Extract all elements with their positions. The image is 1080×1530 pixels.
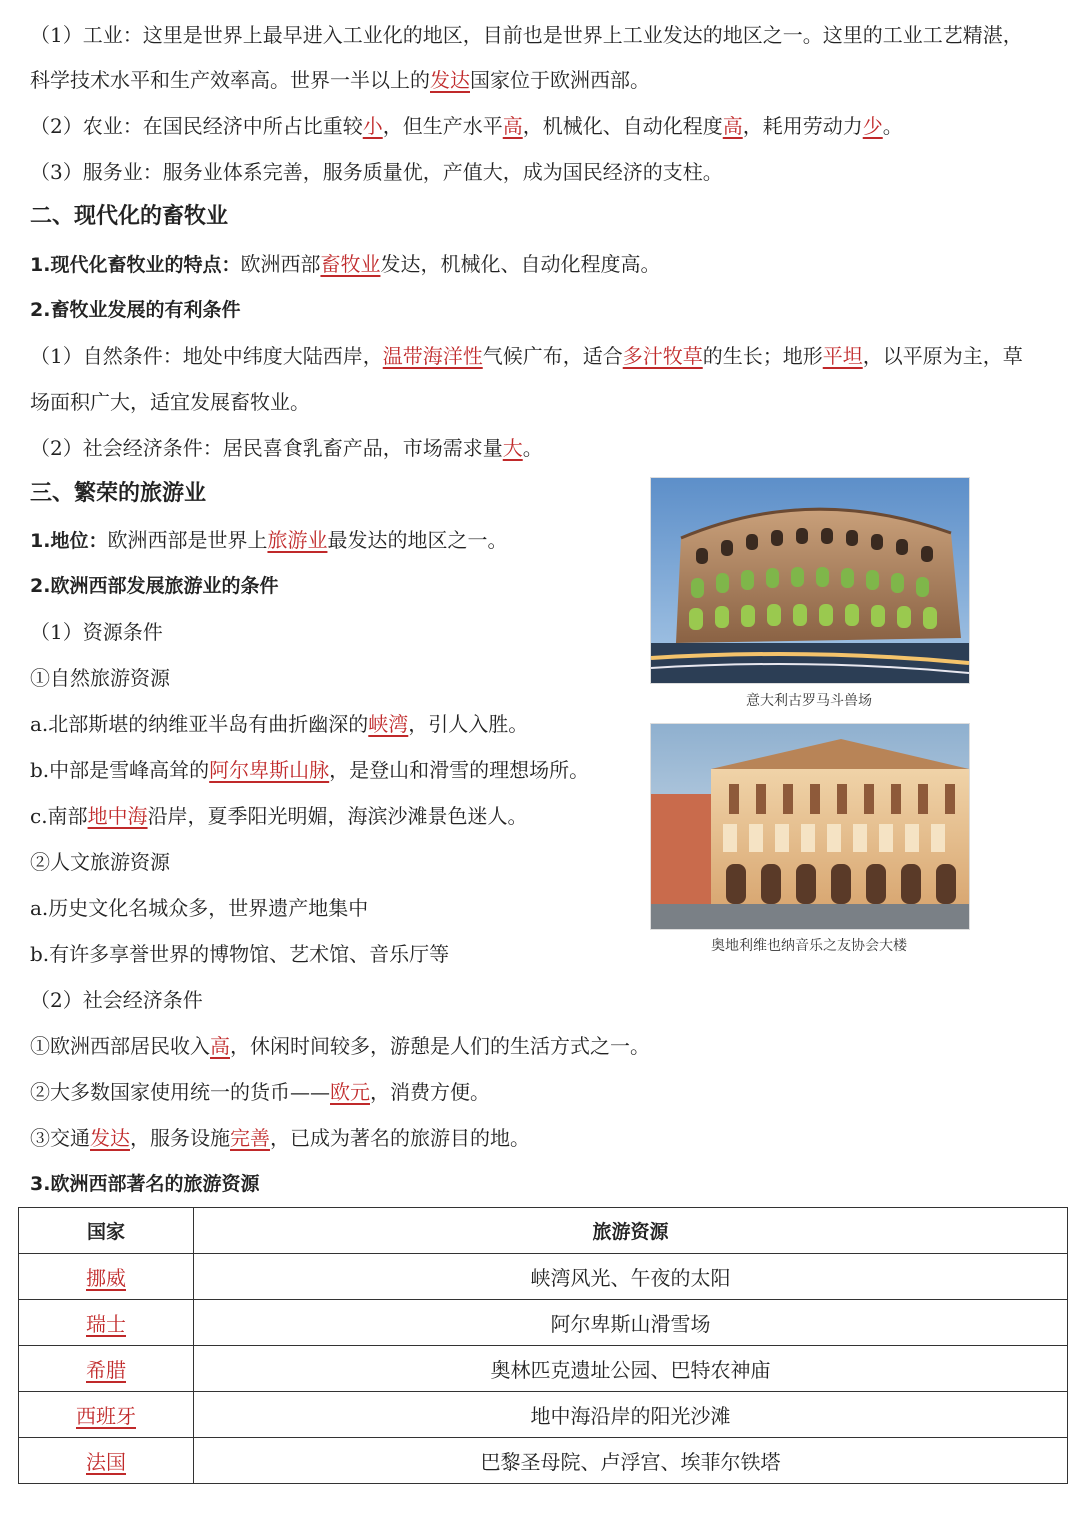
text: ，休闲时间较多，游憩是人们的生活方式之一。	[230, 1034, 650, 1058]
agriculture-line	[30, 111, 903, 141]
natural-resource-c	[30, 801, 528, 831]
musikverein-illustration	[651, 724, 969, 929]
country-cell	[19, 1392, 194, 1438]
table-row	[19, 1346, 1068, 1392]
header-country: 国家	[19, 1208, 194, 1254]
section-heading-tourism: 三、繁荣的旅游业	[30, 481, 207, 506]
text: ，机械化、自动化程度	[522, 114, 723, 138]
answer-blank: 阿尔卑斯山脉	[209, 758, 330, 782]
country-cell	[19, 1346, 194, 1392]
text: ，已成为著名的旅游目的地。	[270, 1126, 530, 1150]
subheading: 1.现代化畜牧业的特点：	[30, 254, 241, 276]
text: ，以平原为主，草	[862, 344, 1023, 368]
country-name: 希腊	[86, 1358, 126, 1382]
answer-blank: 峡湾	[368, 712, 409, 736]
musikverein-photo	[650, 723, 970, 930]
header-resource: 旅游资源	[194, 1208, 1068, 1254]
country-cell	[19, 1438, 194, 1484]
social-conditions-line	[30, 433, 543, 463]
text: （3）服务业：服务业体系完善，服务质量优，产值大，成为国民经济的支柱。	[30, 160, 723, 184]
subheading: 1.地位：	[30, 530, 108, 552]
table-header-row	[19, 1208, 1068, 1254]
livestock-feature	[30, 249, 660, 280]
answer-blank: 发达	[90, 1126, 130, 1150]
text: ，耗用劳动力	[742, 114, 863, 138]
text: ，但生产水平	[382, 114, 503, 138]
tourism-status	[30, 525, 507, 556]
tourism-resources-table	[18, 1207, 1068, 1484]
text: （1）工业：这里是世界上最早进入工业化的地区，目前也是世界上工业发达的地区之一。这里的工业工艺精湛，	[30, 23, 1023, 47]
resource-cell: 地中海沿岸的阳光沙滩	[194, 1392, 1068, 1438]
text: ③交通	[30, 1126, 90, 1150]
resource-cell: 巴黎圣母院、卢浮宫、埃菲尔铁塔	[194, 1438, 1068, 1484]
answer-blank: 高	[502, 114, 523, 138]
famous-resources-heading: 3.欧洲西部著名的旅游资源	[30, 1173, 260, 1195]
text: 沿岸，夏季阳光明媚，海滨沙滩景色迷人。	[147, 804, 528, 828]
text: 欧洲西部	[240, 252, 321, 276]
answer-blank: 高	[722, 114, 743, 138]
text: ，消费方便。	[370, 1080, 490, 1104]
answer-blank: 完善	[230, 1126, 270, 1150]
text: 科学技术水平和生产效率高。世界一半以上的	[30, 68, 430, 92]
text: ①欧洲西部居民收入	[30, 1034, 210, 1058]
answer-blank: 少	[862, 114, 883, 138]
text: （1）自然条件：地处中纬度大陆西岸，	[30, 344, 383, 368]
text: a.北部斯堪的纳维亚半岛有曲折幽深的	[30, 712, 369, 736]
natural-resource-b	[30, 755, 589, 785]
resource-cell: 峡湾风光、午夜的太阳	[194, 1254, 1068, 1300]
answer-blank: 温带海洋性	[382, 344, 483, 368]
industry-line-2	[30, 65, 650, 95]
human-resource-b: b.有许多享誉世界的博物馆、艺术馆、音乐厅等	[30, 942, 450, 966]
service-line	[30, 157, 723, 187]
answer-blank: 平坦	[822, 344, 863, 368]
human-resources: ②人文旅游资源	[30, 850, 170, 874]
answer-blank: 小	[362, 114, 383, 138]
text: 的生长；地形	[702, 344, 823, 368]
socio-condition-3	[30, 1123, 530, 1153]
text: 发达，机械化、自动化程度高。	[380, 252, 661, 276]
colosseum-photo	[650, 477, 970, 684]
table-row	[19, 1392, 1068, 1438]
text: ②大多数国家使用统一的货币——	[30, 1080, 330, 1104]
country-name: 挪威	[86, 1266, 126, 1290]
text: ，引人入胜。	[408, 712, 529, 736]
text: 。	[522, 436, 543, 460]
text: c.南部	[30, 804, 88, 828]
country-name: 西班牙	[76, 1404, 136, 1428]
answer-blank: 地中海	[87, 804, 148, 828]
text: ，是登山和滑雪的理想场所。	[329, 758, 590, 782]
colosseum-caption: 意大利古罗马斗兽场	[746, 693, 872, 709]
text: ，服务设施	[130, 1126, 230, 1150]
text: （2）农业：在国民经济中所占比重较	[30, 114, 363, 138]
natural-conditions-line-1	[30, 341, 1023, 371]
text: b.中部是雪峰高耸的	[30, 758, 210, 782]
country-cell	[19, 1300, 194, 1346]
text: （2）社会经济条件：居民喜食乳畜产品，市场需求量	[30, 436, 503, 460]
resource-conditions: （1）资源条件	[30, 620, 163, 644]
socio-conditions: （2）社会经济条件	[30, 988, 203, 1012]
answer-blank: 多汁牧草	[622, 344, 703, 368]
table-row	[19, 1438, 1068, 1484]
answer-blank: 大	[502, 436, 523, 460]
table-row	[19, 1254, 1068, 1300]
tourism-conditions-heading: 2.欧洲西部发展旅游业的条件	[30, 575, 279, 597]
answer-blank: 畜牧业	[320, 252, 381, 276]
livestock-conditions-heading: 2.畜牧业发展的有利条件	[30, 299, 241, 321]
table-row	[19, 1300, 1068, 1346]
resource-cell: 阿尔卑斯山滑雪场	[194, 1300, 1068, 1346]
text: 气候广布，适合	[482, 344, 623, 368]
answer-blank: 高	[210, 1034, 230, 1058]
answer-blank: 欧元	[330, 1080, 370, 1104]
natural-resource-a	[30, 709, 528, 739]
text: 国家位于欧洲西部。	[470, 68, 650, 92]
text: 最发达的地区之一。	[327, 528, 508, 552]
answer-blank: 旅游业	[267, 528, 328, 552]
country-name: 法国	[86, 1450, 126, 1474]
industry-line-1	[30, 20, 1023, 50]
socio-condition-2	[30, 1077, 490, 1107]
country-cell	[19, 1254, 194, 1300]
natural-resources: ①自然旅游资源	[30, 666, 170, 690]
resource-cell: 奥林匹克遗址公园、巴特农神庙	[194, 1346, 1068, 1392]
socio-condition-1	[30, 1031, 650, 1061]
section-heading-livestock: 二、现代化的畜牧业	[30, 204, 229, 229]
colosseum-illustration	[651, 478, 969, 683]
musikverein-caption: 奥地利维也纳音乐之友协会大楼	[711, 938, 907, 954]
country-name: 瑞士	[86, 1312, 126, 1336]
text: 欧洲西部是世界上	[107, 528, 268, 552]
natural-conditions-line-2: 场面积广大，适宜发展畜牧业。	[30, 390, 310, 414]
text: 。	[882, 114, 903, 138]
answer-blank: 发达	[430, 68, 470, 92]
human-resource-a: a.历史文化名城众多，世界遗产地集中	[30, 896, 369, 920]
